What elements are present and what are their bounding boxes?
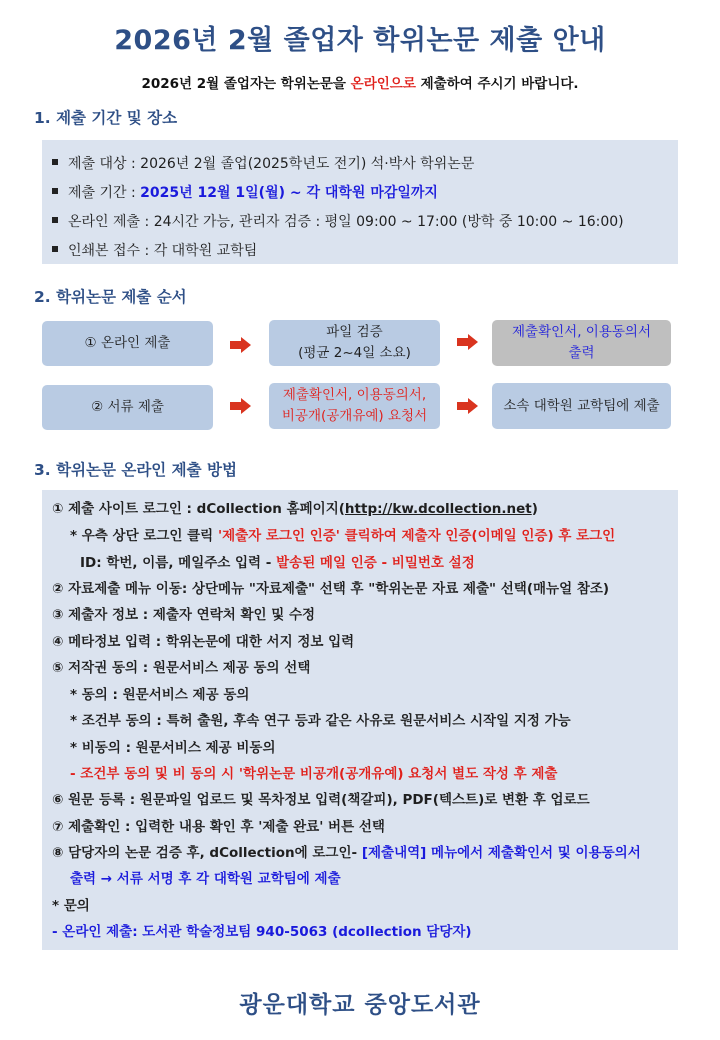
footer-library-name: 광운대학교 중앙도서관 xyxy=(239,992,481,1018)
section1-box xyxy=(42,140,678,264)
bullet-icon xyxy=(52,159,58,165)
section2-heading: 2. 학위논문 제출 순서 xyxy=(34,288,187,306)
inquiry-heading: * 문의 xyxy=(52,898,90,914)
subtitle-post: 제출하여 주시기 바랍니다. xyxy=(415,76,579,92)
subtitle-pre: 2026년 2월 졸업자는 학위논문을 xyxy=(141,76,351,92)
period-item-online: 온라인 제출 : 24시간 가능, 관리자 검증 : 평일 09:00 ~ 17:00 (방학 중 10:00 ~ 16:00) xyxy=(52,208,678,237)
consent-disagree-note: * 비동의 : 원문서비스 제공 비동의 xyxy=(70,740,276,756)
section1-heading: 1. 제출 기간 및 장소 xyxy=(34,109,178,127)
bullet-icon xyxy=(52,188,58,194)
subtitle-highlight: 온라인으로 xyxy=(350,76,416,92)
method-step-8: ⑧ 담당자의 논문 검증 후, dCollection에 로그인- [제출내역] 메뉴에서 제출확인서 및 이용동의서 xyxy=(52,845,641,861)
method-step-7: ⑦ 제출확인 : 입력한 내용 확인 후 '제출 완료' 버튼 선택 xyxy=(52,819,385,835)
step-online-submit: ① 온라인 제출 xyxy=(42,321,213,366)
bullet-icon xyxy=(52,217,58,223)
method-step-1-login-note: * 우측 상단 로그인 클릭 '제출자 로그인 인증' 클릭하여 제출자 인증(이메일 인증) 후 로그인 xyxy=(70,528,616,544)
section3-box xyxy=(42,490,678,950)
period-item-period: 제출 기간 : 2025년 12월 1일(월) ~ 각 대학원 마감일까지 xyxy=(52,179,678,208)
method-step-1: ① 제출 사이트 로그인 : dCollection 홈페이지(http://kw.dcollection.net) xyxy=(52,501,538,517)
period-item-print: 인쇄본 접수 : 각 대학원 교학팀 xyxy=(52,237,678,266)
consent-agree-note: * 동의 : 원문서비스 제공 동의 xyxy=(70,687,250,703)
method-step-3: ③ 제출자 정보 : 제출자 연락처 확인 및 수정 xyxy=(52,607,316,623)
method-step-2: ② 자료제출 메뉴 이동: 상단메뉴 "자료제출" 선택 후 "학위논문 자료 제출" 선택(매뉴얼 참조) xyxy=(52,581,610,597)
step-forms-list: 제출확인서, 이용동의서, 비공개(공개유예) 요청서 xyxy=(269,383,440,429)
consent-warning-note: - 조건부 동의 및 비 동의 시 '학위논문 비공개(공개유예) 요청서 별도 작성 후 제출 xyxy=(70,766,558,782)
method-step-5: ⑤ 저작권 동의 : 원문서비스 제공 동의 선택 xyxy=(52,660,311,676)
page-title: 2026년 2월 졸업자 학위논문 제출 안내 xyxy=(114,25,606,56)
step-print-forms: 제출확인서, 이용동의서 출력 xyxy=(492,320,671,366)
step-submit-office: 소속 대학원 교학팀에 제출 xyxy=(492,383,671,429)
dcollection-link[interactable]: http://kw.dcollection.net xyxy=(344,501,532,517)
step-file-verify: 파일 검증 (평균 2~4일 소요) xyxy=(269,320,440,366)
method-step-4: ④ 메타정보 입력 : 학위논문에 대한 서지 정보 입력 xyxy=(52,634,355,650)
step-document-submit: ② 서류 제출 xyxy=(42,385,213,430)
method-step-8-cont: 출력 → 서류 서명 후 각 대학원 교학팀에 제출 xyxy=(70,871,341,887)
period-item-target: 제출 대상 : 2026년 2월 졸업(2025학년도 전기) 석·박사 학위논문 xyxy=(52,150,678,179)
bullet-icon xyxy=(52,246,58,252)
section3-heading: 3. 학위논문 온라인 제출 방법 xyxy=(34,461,237,479)
method-step-6: ⑥ 원문 등록 : 원문파일 업로드 및 목차정보 입력(책갈피), PDF(텍스트)로 변환 후 업로드 xyxy=(52,792,590,808)
method-step-1-id-note: ID: 학번, 이름, 메일주소 입력 - 발송된 메일 인증 - 비밀번호 설정 xyxy=(80,555,475,571)
page-subtitle xyxy=(0,72,720,92)
inquiry-contact: - 온라인 제출: 도서관 학술정보팀 940-5063 (dcollection 담당자) xyxy=(52,924,472,940)
consent-conditional-note: * 조건부 동의 : 특허 출원, 후속 연구 등과 같은 사유로 원문서비스 시작일 지정 가능 xyxy=(70,713,571,729)
